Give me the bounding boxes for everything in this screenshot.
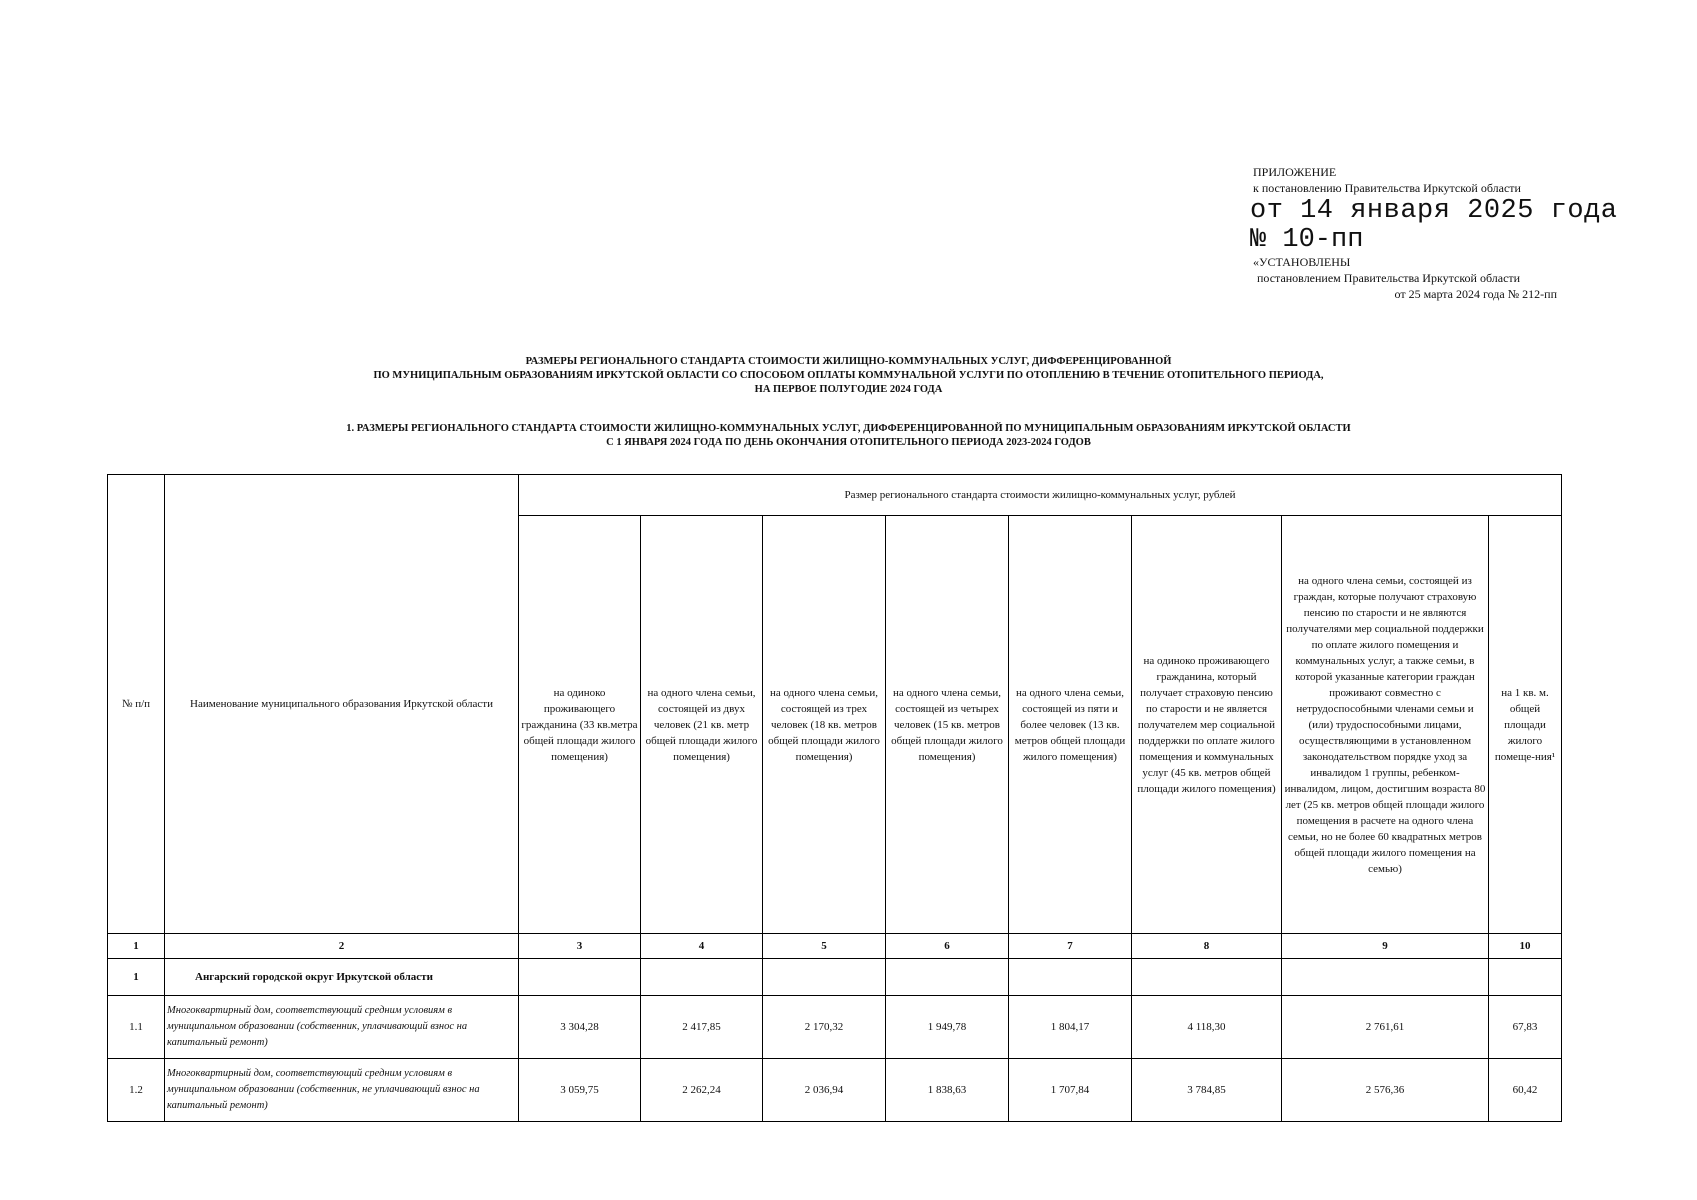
col-number: 1: [108, 934, 165, 959]
col-number: 10: [1489, 934, 1562, 959]
decree-date-stamp: от 14 января 2025 года: [1250, 196, 1618, 226]
header-col-7: на одного члена семьи, состоящей из пяти и более человек (13 кв. метров общей площади жилого помещения): [1009, 516, 1132, 934]
col-number: 9: [1282, 934, 1489, 959]
section-line-2: С 1 ЯНВАРЯ 2024 ГОДА ПО ДЕНЬ ОКОНЧАНИЯ ОТОПИТЕЛЬНОГО ПЕРИОДА 2023-2024 ГОДОВ: [606, 437, 1091, 448]
document-title: [0, 355, 1697, 397]
header-col-4: на одного члена семьи, состоящей из двух человек (21 кв. метр общей площади жилого помещения): [641, 516, 763, 934]
col-number: 6: [886, 934, 1009, 959]
row-value: 67,83: [1489, 996, 1562, 1059]
row-value: 2 036,94: [763, 1059, 886, 1122]
title-line-3: НА ПЕРВОЕ ПОЛУГОДИЕ 2024 ГОДА: [754, 384, 943, 395]
approved-date: от 25 марта 2024 года № 212-пп: [1394, 287, 1557, 301]
row-value: 60,42: [1489, 1059, 1562, 1122]
title-line-1: РАЗМЕРЫ РЕГИОНАЛЬНОГО СТАНДАРТА СТОИМОСТИ ЖИЛИЩНО-КОММУНАЛЬНЫХ УСЛУГ, ДИФФЕРЕНЦИРОВАННОЙ: [525, 356, 1172, 367]
row-name: Многоквартирный дом, соответствующий средним условиям в муниципальном образовании (собственник, не уплачивающий взнос на капитальный ремонт): [165, 1059, 519, 1122]
header-col-10: на 1 кв. м. общей площади жилого помеще-ния¹: [1489, 516, 1562, 934]
row-value: 2 576,36: [1282, 1059, 1489, 1122]
row-value: 2 262,24: [641, 1059, 763, 1122]
header-num: № п/п: [108, 475, 165, 934]
row-name: Многоквартирный дом, соответствующий средним условиям в муниципальном образовании (собственник, уплачивающий взнос на капитальный ремонт): [165, 996, 519, 1059]
approved-label: «УСТАНОВЛЕНЫ: [1253, 255, 1351, 269]
appendix-heading: ПРИЛОЖЕНИЕ: [1253, 165, 1337, 179]
row-value: 1 838,63: [886, 1059, 1009, 1122]
row-num: 1.2: [108, 1059, 165, 1122]
row-value: 2 417,85: [641, 996, 763, 1059]
section-title: [0, 422, 1697, 450]
header-col-9: на одного члена семьи, состоящей из граждан, которые получают страховую пенсию по старости и не являются получателями мер социальной поддержки по оплате жилого помещения и коммунальных услуг, а также семьи, в которой указанные категории граждан проживают совместно с нетрудоспособными членами семьи и (или) трудоспособными лицами, осуществляющими в установленном законодательством порядке уход за инвалидом 1 группы, ребенком-инвалидом, лицом, достигшим возраста 80 лет (25 кв. метров общей площади жилого помещения в расчете на одного члена семьи, но не более 60 квадратных метров общей площади жилого помещения на семью): [1282, 516, 1489, 934]
col-number: 3: [519, 934, 641, 959]
group-name: Ангарский городской округ Иркутской области: [165, 959, 519, 996]
row-num: 1.1: [108, 996, 165, 1059]
municipality-group-row: [108, 959, 1562, 996]
row-value: 2 761,61: [1282, 996, 1489, 1059]
row-value: 3 059,75: [519, 1059, 641, 1122]
row-value: 2 170,32: [763, 996, 886, 1059]
header-col-6: на одного члена семьи, состоящей из четырех человек (15 кв. метров общей площади жилого помещения): [886, 516, 1009, 934]
section-line-1: 1. РАЗМЕРЫ РЕГИОНАЛЬНОГО СТАНДАРТА СТОИМОСТИ ЖИЛИЩНО-КОММУНАЛЬНЫХ УСЛУГ, ДИФФЕРЕНЦИРОВАННОЙ ПО МУНИЦИПАЛЬНЫМ ОБРАЗОВАНИЯМ ИРКУТСКОЙ ОБЛАСТИ: [346, 423, 1351, 434]
col-number: 5: [763, 934, 886, 959]
row-value: 3 304,28: [519, 996, 641, 1059]
title-line-2: ПО МУНИЦИПАЛЬНЫМ ОБРАЗОВАНИЯМ ИРКУТСКОЙ ОБЛАСТИ СО СПОСОБОМ ОПЛАТЫ КОММУНАЛЬНОЙ УСЛУГИ ПО ОТОПЛЕНИЮ В ТЕЧЕНИЕ ОТОПИТЕЛЬНОГО ПЕРИОДА,: [373, 370, 1324, 381]
row-value: 1 804,17: [1009, 996, 1132, 1059]
standards-table: [107, 474, 1562, 1122]
table-row: [108, 996, 1562, 1059]
row-value: 1 949,78: [886, 996, 1009, 1059]
header-col-8: на одиноко проживающего гражданина, который получает страховую пенсию по старости и не является получателем мер социальной поддержки по оплате жилого помещения и коммунальных услуг (45 кв. метров общей площади жилого помещения): [1132, 516, 1282, 934]
approved-by: постановлением Правительства Иркутской области: [1257, 271, 1521, 285]
header-col-5: на одного члена семьи, состоящей из трех человек (18 кв. метров общей площади жилого помещения): [763, 516, 886, 934]
decree-number-stamp: № 10-пп: [1250, 225, 1364, 255]
group-num: 1: [108, 959, 165, 996]
table-row: [108, 1059, 1562, 1122]
col-number: 7: [1009, 934, 1132, 959]
header-name: Наименование муниципального образования Иркутской области: [165, 475, 519, 934]
header-group: Размер регионального стандарта стоимости жилищно-коммунальных услуг, рублей: [519, 475, 1562, 516]
header-col-3: на одиноко проживающего гражданина (33 кв.метра общей площади жилого помещения): [519, 516, 641, 934]
col-number: 2: [165, 934, 519, 959]
col-number: 8: [1132, 934, 1282, 959]
row-value: 1 707,84: [1009, 1059, 1132, 1122]
row-value: 3 784,85: [1132, 1059, 1282, 1122]
col-number: 4: [641, 934, 763, 959]
appendix-decree-ref: к постановлению Правительства Иркутской области: [1253, 181, 1521, 195]
appendix-block: [1250, 164, 1617, 302]
row-value: 4 118,30: [1132, 996, 1282, 1059]
